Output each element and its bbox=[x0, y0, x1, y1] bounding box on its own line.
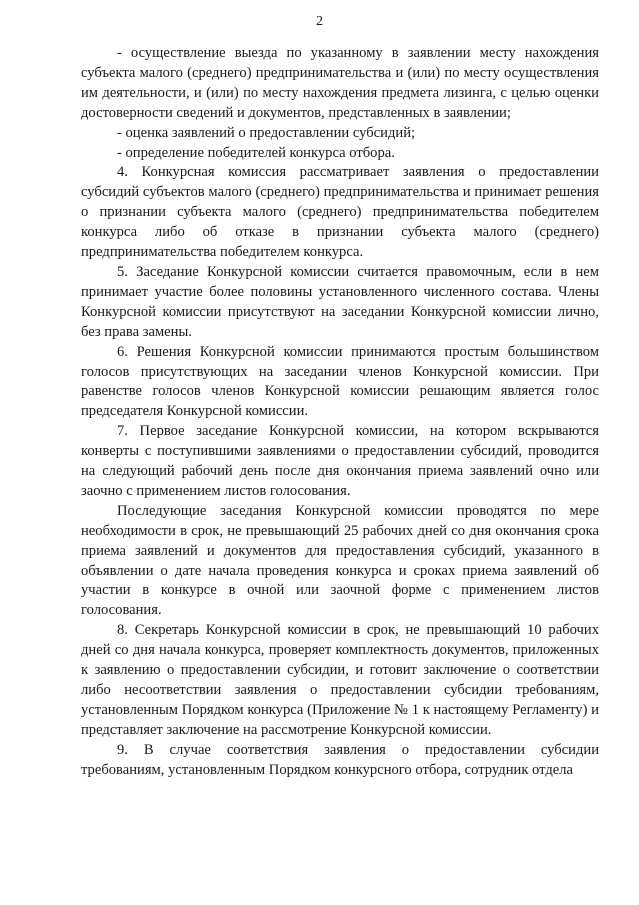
paragraph-item-4: 4. Конкурсная комиссия рассматривает заявления о предоставлении субсидий субъектов малого (среднего) предпринимательства и принимает решения о признании субъекта малого (среднего) предпринимательства победителем конкурса либо об отказе в признании субъекта малого (среднего) предпринимательства победителем конкурса. bbox=[81, 164, 599, 261]
paragraph-item-7: 7. Первое заседание Конкурсной комиссии, на котором вскрываются конверты с поступившими заявлениями о предоставлении субсидий, проводится на следующий рабочий день после дня окончания приема заявлений очно или заочно с применением листов голосования. bbox=[81, 423, 599, 499]
paragraph-item-8: 8. Секретарь Конкурсной комиссии в срок, не превышающий 10 рабочих дней со дня начала конкурса, проверяет комплектность документов, приложенных к заявлению о предоставлении субсидии, и готовит заключение о соответствии либо несоответствии заявления о предоставлении субсидии требованиям, установленным Порядком конкурса (Приложение № 1 к настоящему Регламенту) и представляет заключение на рассмотрение Конкурсной комиссии. bbox=[81, 622, 599, 738]
paragraph-item-5: 5. Заседание Конкурсной комиссии считается правомочным, если в нем принимает участие более половины установленного численного состава. Члены Конкурсной комиссии присутствуют на заседании Конкурсной комиссии лично, без права замены. bbox=[81, 263, 599, 340]
paragraph-subsequent-meetings: Последующие заседания Конкурсной комиссии проводятся по мере необходимости в срок, не превышающий 25 рабочих дней со дня окончания срока приема заявлений и документов для предоставления субсидий, указанного в объявлении о дате начала проведения конкурса и сроках приема заявлений об участии в конкурсе в очной или заочной форме с применением листов голосования. bbox=[81, 502, 599, 619]
paragraph-evaluation: - оценка заявлений о предоставлении субсидий; bbox=[117, 124, 416, 141]
page-number: 2 bbox=[316, 14, 323, 29]
paragraph-site-visit: - осуществление выезда по указанному в заявлении месту нахождения субъекта малого (среднего) предпринимательства и (или) по месту осуществления им деятельности, и (или) по месту нахождения предмета лизинга, с целью оценки достоверности сведений и документов, представленных в заявлении; bbox=[81, 45, 599, 121]
paragraph-item-9: 9. В случае соответствия заявления о предоставлении субсидии требованиям, установленным Порядком конкурсного отбора, сотрудник отдела bbox=[81, 741, 599, 778]
paragraph-item-6: 6. Решения Конкурсной комиссии принимаются простым большинством голосов присутствующих на заседании членов Конкурсной комиссии. При равенстве голосов членов Конкурсной комиссии решающим является голос председателя Конкурсной комиссии. bbox=[81, 343, 599, 420]
paragraph-winners: - определение победителей конкурса отбора. bbox=[117, 144, 395, 161]
document-body bbox=[81, 44, 599, 781]
